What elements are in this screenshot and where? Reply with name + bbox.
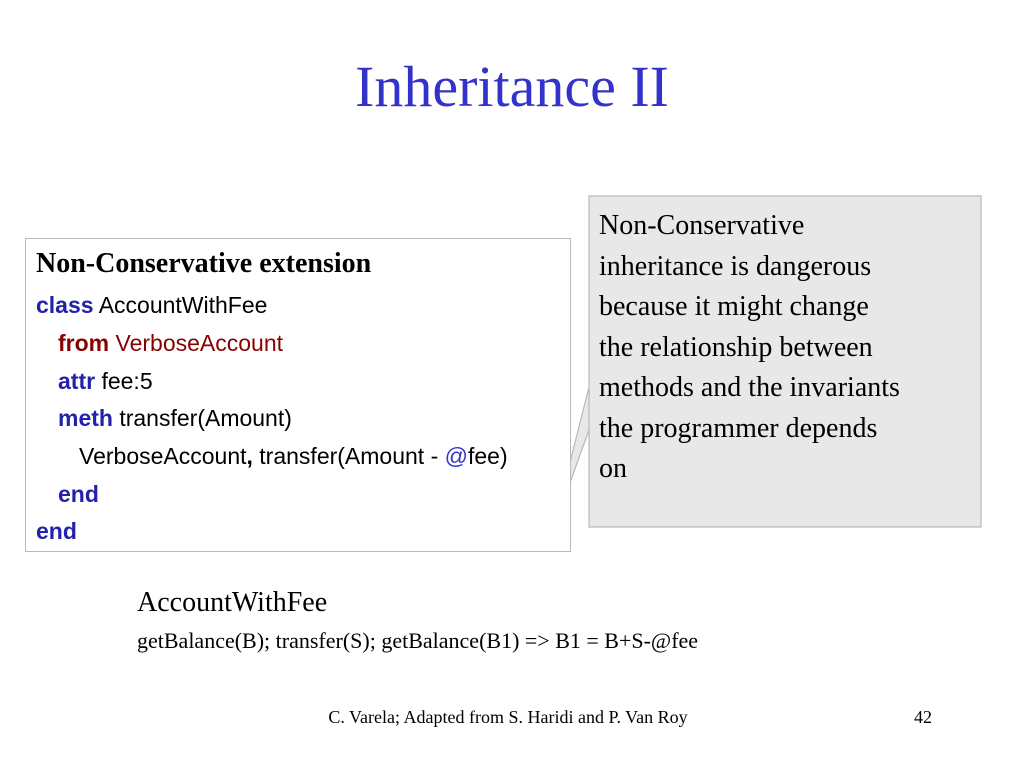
callout-line: the relationship between bbox=[599, 331, 873, 363]
page-number: 42 bbox=[914, 707, 932, 727]
call-end: fee) bbox=[468, 443, 508, 469]
code-line-from bbox=[58, 328, 283, 358]
example-expression: getBalance(B); transfer(S); getBalance(B1) => B1 = B+S-@fee bbox=[137, 628, 699, 653]
call-message: transfer(Amount - bbox=[259, 443, 445, 469]
call-comma: , bbox=[246, 443, 253, 469]
call-at-sign: @ bbox=[444, 443, 468, 469]
callout-line: on bbox=[599, 453, 627, 484]
code-line-class bbox=[36, 290, 267, 320]
code-line-end-outer bbox=[36, 516, 77, 546]
code-line-attr bbox=[58, 366, 153, 396]
class-name: AccountWithFee bbox=[98, 292, 268, 318]
callout-line: methods and the invariants bbox=[599, 372, 900, 403]
keyword-end-outer: end bbox=[36, 518, 77, 544]
callout-line: because it might change bbox=[599, 291, 869, 322]
call-object: VerboseAccount bbox=[79, 443, 247, 469]
keyword-attr: attr bbox=[58, 368, 96, 394]
slide-title: Inheritance II bbox=[355, 54, 669, 119]
parent-class-name: VerboseAccount bbox=[115, 330, 284, 356]
footer-credit: C. Varela; Adapted from S. Haridi and P. Van Roy bbox=[328, 707, 688, 727]
keyword-end-inner: end bbox=[58, 481, 99, 507]
attr-value: fee:5 bbox=[101, 368, 153, 394]
keyword-meth: meth bbox=[58, 405, 113, 431]
keyword-from: from bbox=[58, 330, 110, 356]
callout-line: the programmer depends bbox=[599, 412, 878, 444]
code-line-call bbox=[79, 441, 508, 471]
method-signature: transfer(Amount) bbox=[119, 405, 292, 431]
callout-line: Non-Conservative bbox=[599, 210, 805, 241]
code-line-meth bbox=[58, 403, 292, 433]
example-class-name: AccountWithFee bbox=[137, 587, 328, 618]
callout-line: inheritance is dangerous bbox=[599, 250, 872, 282]
code-box bbox=[25, 238, 571, 552]
code-line-end-inner bbox=[58, 479, 99, 509]
keyword-class: class bbox=[36, 292, 94, 318]
code-heading: Non-Conservative extension bbox=[36, 248, 372, 279]
callout-text bbox=[599, 206, 977, 490]
